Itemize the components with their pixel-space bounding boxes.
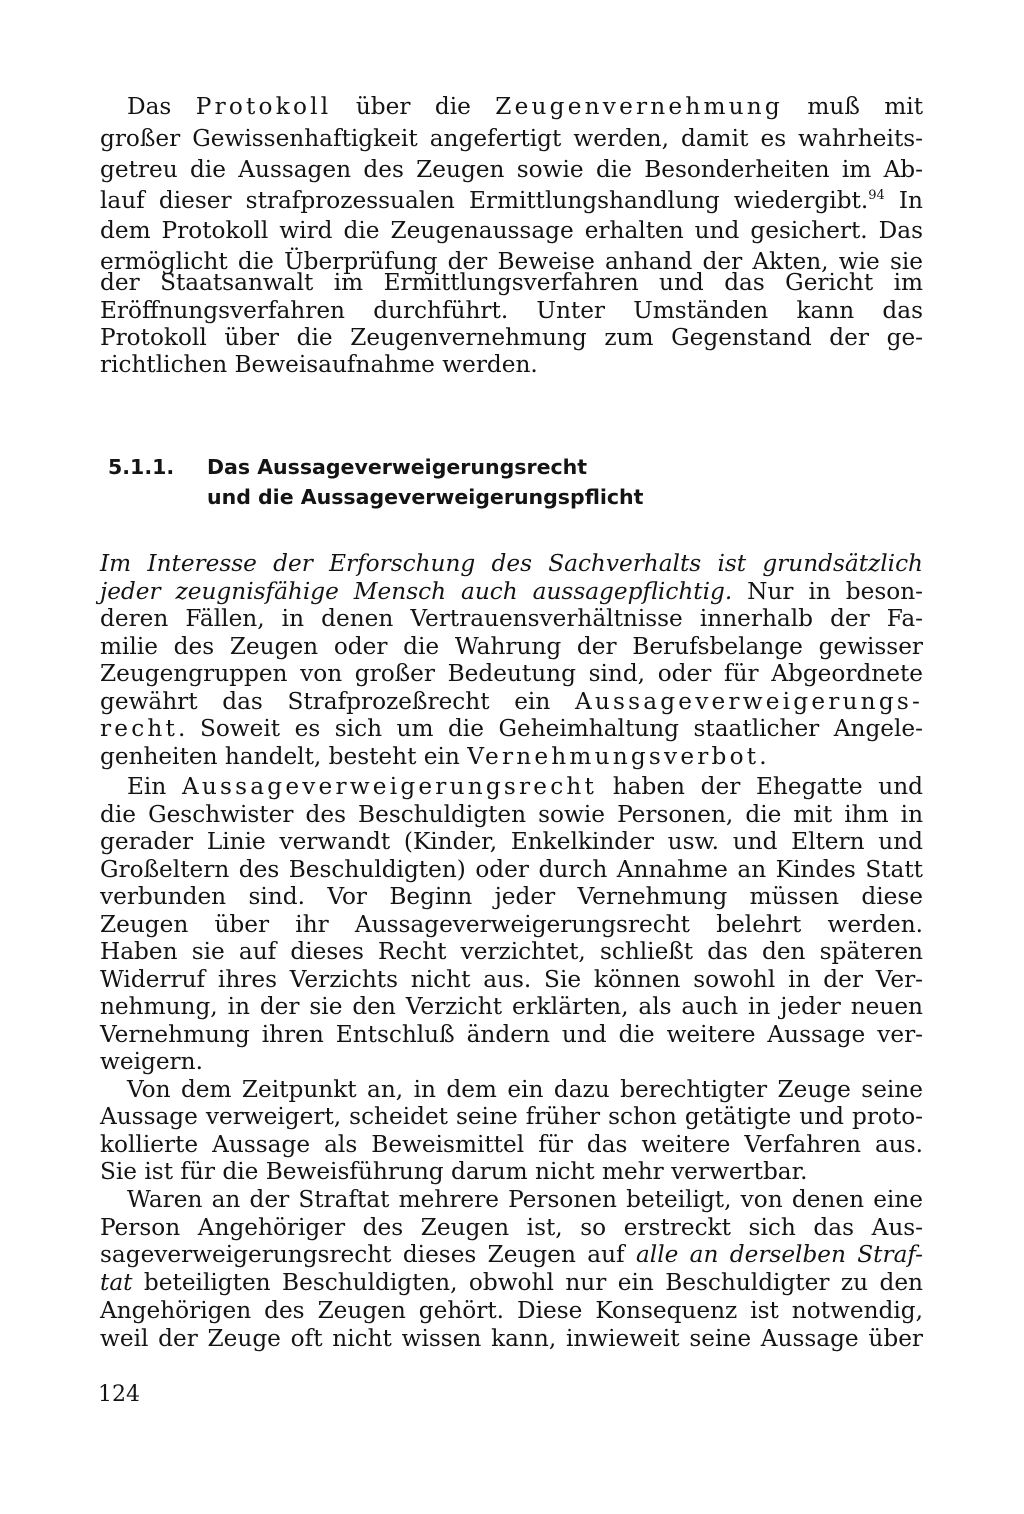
p2-spaced-term: Vernehmungsverbot	[467, 743, 760, 770]
p5-text: sageverweigerungsrecht dieses Zeugen auf	[100, 1241, 636, 1268]
p1-line-2: großer Gewissenhaftigkeit angefertigt werden, damit es wahrheits-	[100, 125, 923, 152]
p4-line-2: Aussage verweigert, scheidet seine früher schon getätigte und proto-	[100, 1103, 923, 1130]
p2-line-2	[100, 577, 923, 607]
p2-text: .	[759, 743, 767, 770]
p1-spaced-term: Zeugenvernehmung	[495, 93, 783, 120]
p5-line-1: Waren an der Straftat mehrere Personen beteiligt, von denen eine	[127, 1186, 923, 1213]
p3-spaced-term: Aussageverweigerungsrecht	[181, 773, 598, 800]
p2-line-4: milie des Zeugen oder die Wahrung der Berufsbelange gewisser	[100, 633, 923, 660]
p2-emphasis: jeder zeugnisfähige Mensch auch aussagepflichtig.	[100, 578, 733, 605]
p2-text: genheiten handelt, besteht ein	[100, 743, 468, 770]
p2-text: . Soweit es sich um die Geheimhaltung staatlicher Angele-	[178, 715, 923, 742]
p1-line-4	[100, 186, 923, 216]
p1-line-10: richtlichen Beweisaufnahme werden.	[100, 351, 538, 378]
p2-spaced-term: Aussageverweigerungs-	[574, 688, 923, 715]
p2-line-7	[100, 714, 923, 744]
p3-line-1	[127, 772, 923, 802]
p3-line-10: Vernehmung ihren Entschluß ändern und die weitere Aussage ver-	[100, 1021, 923, 1048]
p2-line-1: Im Interesse der Erforschung des Sachverhalts ist grundsätzlich	[100, 550, 923, 577]
p2-line-5: Zeugengruppen von großer Bedeutung sind, oder für Abgeordnete	[100, 660, 923, 687]
p5-line-3	[100, 1240, 923, 1270]
p3-line-2: die Geschwister des Beschuldigten sowie Personen, die mit ihm in	[100, 801, 923, 828]
p1-line-6: ermöglicht die Überprüfung der Beweise anhand der Akten, wie sie	[100, 248, 923, 275]
section-title-line-1: Das Aussageverweigerungsrecht	[207, 455, 588, 479]
p3-line-4: Großeltern des Beschuldigten) oder durch Annahme an Kindes Statt	[100, 856, 923, 883]
p3-line-11: weigern.	[100, 1048, 203, 1075]
p1-text: In	[884, 187, 923, 214]
p5-line-5: Angehörigen des Zeugen gehört. Diese Konsequenz ist notwendig,	[100, 1297, 923, 1324]
p2-text: Nur in beson-	[732, 578, 923, 605]
p3-text: haben der Ehegatte und	[597, 773, 923, 800]
p3-line-9: nehmung, in der sie den Verzicht erklärten, als auch in jeder neuen	[100, 993, 923, 1020]
p1-text: über die	[331, 93, 496, 120]
p2-text: gewährt das Strafprozeßrecht ein	[100, 688, 575, 715]
p1-spaced-term: Protokoll	[195, 93, 332, 120]
p3-line-7: Haben sie auf dieses Recht verzichtet, schließt das den späteren	[100, 938, 923, 965]
p3-line-6: Zeugen über ihr Aussageverweigerungsrecht belehrt werden.	[100, 911, 923, 938]
p3-line-8: Widerruf ihres Verzichts nicht aus. Sie können sowohl in der Ver-	[100, 966, 923, 993]
p5-text: beteiligten Beschuldigten, obwohl nur ein Beschuldigter zu den	[132, 1269, 923, 1296]
p3-line-3: gerader Linie verwandt (Kinder, Enkelkinder usw. und Eltern und	[100, 828, 923, 855]
p5-emphasis: alle an derselben Straf-	[635, 1241, 923, 1268]
footnote-marker: 94	[868, 188, 885, 203]
p2-line-6	[100, 687, 923, 717]
p1-line-7: der Staatsanwalt im Ermittlungsverfahren und das Gericht im	[100, 269, 923, 296]
section-number: 5.1.1.	[108, 455, 175, 479]
p4-line-1: Von dem Zeitpunkt an, in dem ein dazu berechtigter Zeuge seine	[127, 1076, 923, 1103]
p1-line-1	[127, 92, 923, 122]
p5-line-6: weil der Zeuge oft nicht wissen kann, inwieweit seine Aussage über	[100, 1325, 923, 1352]
p5-line-4	[100, 1268, 923, 1298]
p1-line-3: getreu die Aussagen des Zeugen sowie die Besonderheiten im Ab-	[100, 156, 923, 183]
p4-line-3: kollierte Aussage als Beweismittel für das weitere Verfahren aus.	[100, 1131, 923, 1158]
p1-text: Das	[127, 93, 196, 120]
p5-emphasis: tat	[100, 1269, 133, 1296]
p5-line-2: Person Angehöriger des Zeugen ist, so erstreckt sich das Aus-	[100, 1214, 923, 1241]
p3-text: Ein	[127, 773, 182, 800]
p1-text: lauf dieser strafprozessualen Ermittlungshandlung wiedergibt.	[100, 187, 869, 214]
p2-spaced-term: recht	[100, 715, 179, 742]
p3-line-5: verbunden sind. Vor Beginn jeder Vernehmung müssen diese	[100, 883, 923, 910]
p1-line-8: Eröffnungsverfahren durchführt. Unter Umständen kann das	[100, 297, 923, 324]
section-title-line-2: und die Aussageverweigerungspflicht	[207, 485, 644, 509]
p2-line-3: deren Fällen, in denen Vertrauensverhältnisse innerhalb der Fa-	[100, 605, 923, 632]
p1-text: muß mit	[782, 93, 924, 120]
p4-line-4: Sie ist für die Beweisführung darum nicht mehr verwertbar.	[100, 1158, 808, 1185]
p1-line-5: dem Protokoll wird die Zeugenaussage erhalten und gesichert. Das	[100, 217, 923, 244]
p1-line-9: Protokoll über die Zeugenvernehmung zum Gegenstand der ge-	[100, 324, 923, 351]
page-number: 124	[98, 1382, 140, 1407]
p2-line-8	[100, 742, 923, 772]
